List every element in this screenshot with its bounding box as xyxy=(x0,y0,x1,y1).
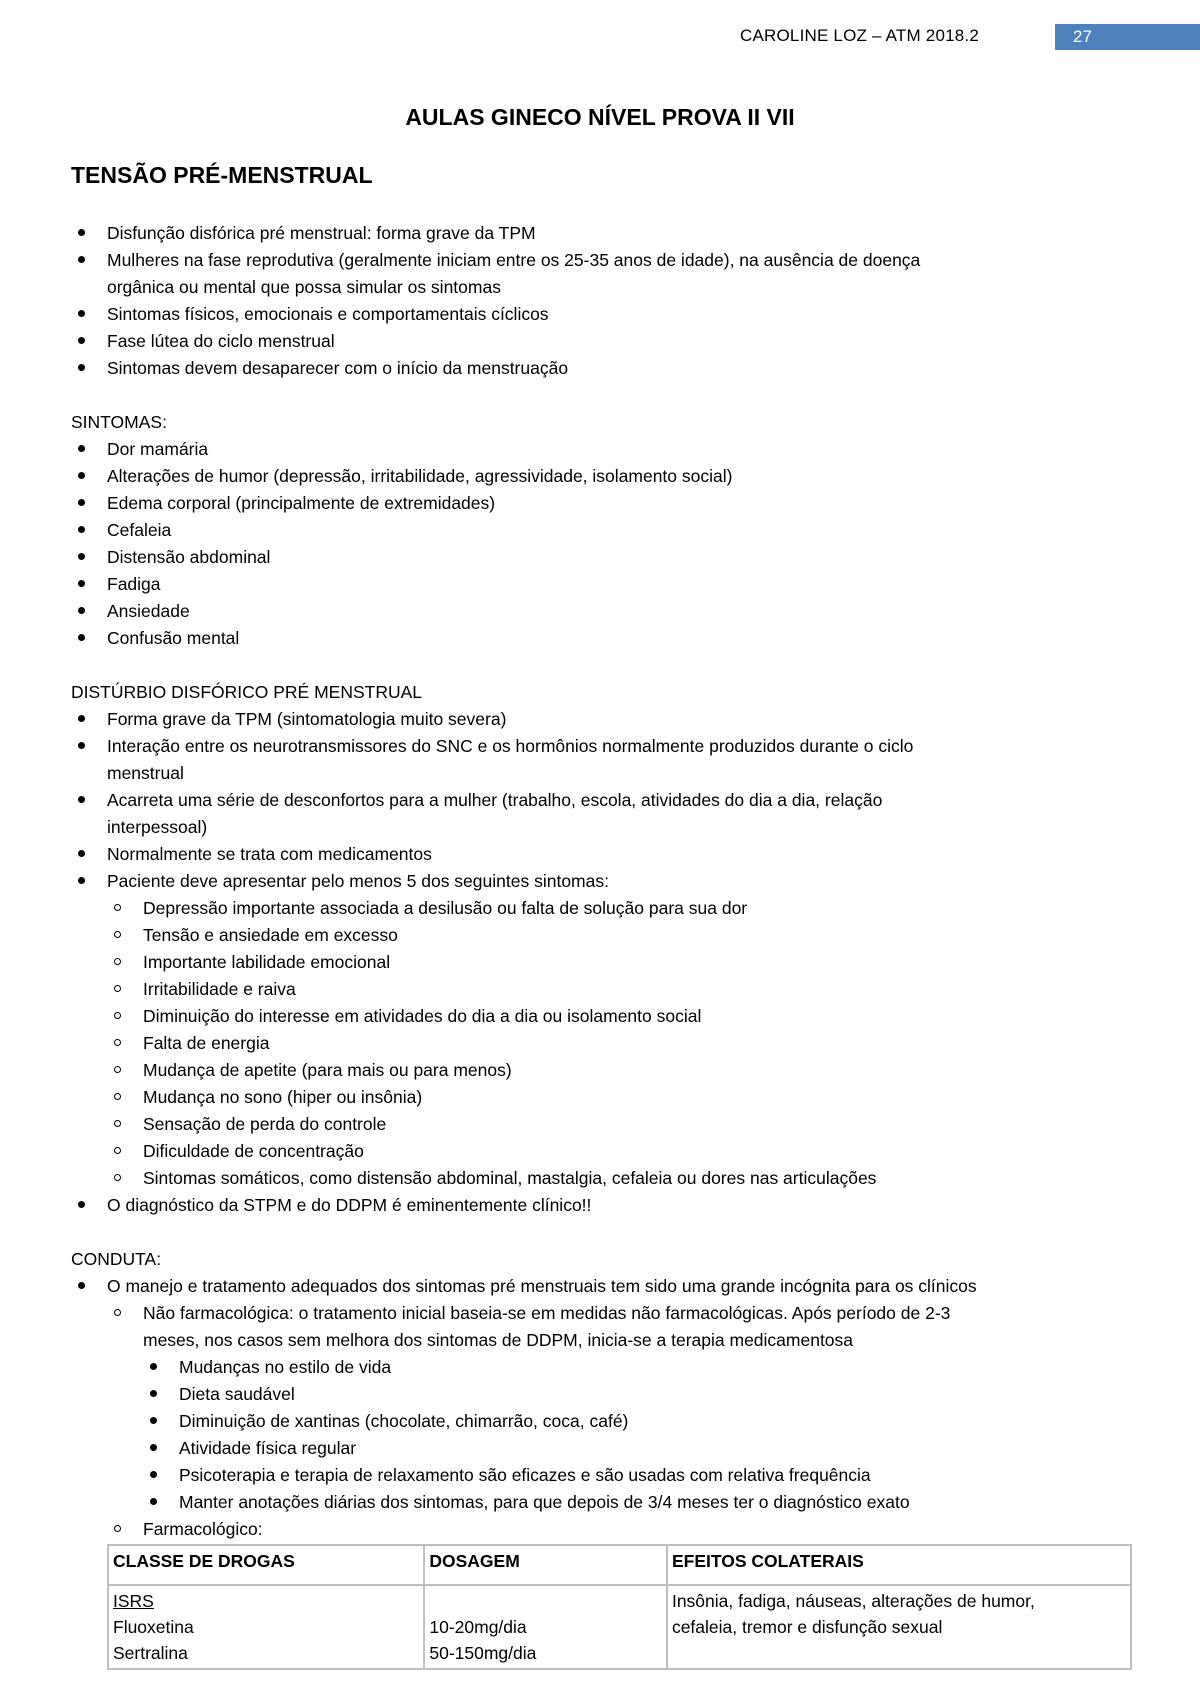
bullet-icon xyxy=(71,436,91,463)
bullet-icon xyxy=(71,868,91,895)
list-item: Confusão mental xyxy=(71,625,1131,652)
bullet-icon xyxy=(143,1435,163,1462)
bullet-icon xyxy=(71,463,91,490)
circle-bullet-icon xyxy=(107,1057,127,1084)
sub-list-item: Irritabilidade e raiva xyxy=(71,976,1131,1003)
sub-list-item-continuation: meses, nos casos sem melhora dos sintomas de DDPM, inicia-se a terapia medicamentosa xyxy=(143,1330,854,1350)
list-item: Distensão abdominal xyxy=(71,544,1131,571)
side-effects: cefaleia, tremor e disfunção sexual xyxy=(671,1617,943,1637)
bullet-icon xyxy=(143,1354,163,1381)
list-item: Dor mamária xyxy=(71,436,1131,463)
section-title: TENSÃO PRÉ-MENSTRUAL xyxy=(71,162,373,188)
sub-list-item: Falta de energia xyxy=(71,1030,1131,1057)
sub-list-item: Sensação de perda do controle xyxy=(71,1111,1131,1138)
sub-list-item: Tensão e ansiedade em excesso xyxy=(71,922,1131,949)
list-item: Interação entre os neurotransmissores do SNC e os hormônios normalmente produzidos durante o ciclo xyxy=(71,733,1131,760)
bullet-icon xyxy=(143,1408,163,1435)
circle-bullet-icon xyxy=(107,1138,127,1165)
header-page-number-box xyxy=(1055,24,1200,50)
list-item: O diagnóstico da STPM e do DDPM é eminentemente clínico!! xyxy=(71,1192,1131,1219)
list-item: Cefaleia xyxy=(71,517,1131,544)
sub-list-item: Mudança no sono (hiper ou insônia) xyxy=(71,1084,1131,1111)
sintomas-heading: SINTOMAS: xyxy=(71,412,167,432)
list-item: Fase lútea do ciclo menstrual xyxy=(71,328,1131,355)
list-item: Normalmente se trata com medicamentos xyxy=(71,841,1131,868)
bullet-icon xyxy=(71,598,91,625)
sub-list-item: Diminuição do interesse em atividades do dia a dia ou isolamento social xyxy=(71,1003,1131,1030)
bullet-icon xyxy=(143,1381,163,1408)
ddpm-heading: DISTÚRBIO DISFÓRICO PRÉ MENSTRUAL xyxy=(71,682,423,702)
circle-bullet-icon xyxy=(107,1030,127,1057)
sub-list-item: Não farmacológica: o tratamento inicial baseia-se em medidas não farmacológicas. Após período de 2-3 xyxy=(71,1300,1131,1327)
sub-list-item: Sintomas somáticos, como distensão abdominal, mastalgia, cefaleia ou dores nas articulações xyxy=(71,1165,1131,1192)
circle-bullet-icon xyxy=(107,1165,127,1192)
sub-sub-list-item: Atividade física regular xyxy=(71,1435,1131,1462)
list-item: Sintomas devem desaparecer com o início da menstruação xyxy=(71,355,1131,382)
table-cell-effects xyxy=(667,1585,1131,1669)
list-item-continuation: menstrual xyxy=(107,763,184,783)
circle-bullet-icon xyxy=(107,895,127,922)
bullet-icon xyxy=(71,1192,91,1219)
list-item-continuation: interpessoal) xyxy=(107,817,208,837)
sub-list-item: Farmacológico: xyxy=(71,1516,1131,1543)
table-header-cell: DOSAGEM xyxy=(424,1545,667,1585)
list-item: Forma grave da TPM (sintomatologia muito severa) xyxy=(71,706,1131,733)
header-author: CAROLINE LOZ – ATM 2018.2 xyxy=(740,26,979,45)
sub-sub-list-item: Dieta saudável xyxy=(71,1381,1131,1408)
sub-sub-list-item: Mudanças no estilo de vida xyxy=(71,1354,1131,1381)
drug-dose: 50-150mg/dia xyxy=(429,1643,537,1663)
circle-bullet-icon xyxy=(107,1300,127,1327)
circle-bullet-icon xyxy=(107,1084,127,1111)
circle-bullet-icon xyxy=(107,1111,127,1138)
list-item-continuation: orgânica ou mental que possa simular os sintomas xyxy=(107,277,501,297)
bullet-icon xyxy=(71,544,91,571)
list-item: Alterações de humor (depressão, irritabilidade, agressividade, isolamento social) xyxy=(71,463,1131,490)
sub-list-item: Dificuldade de concentração xyxy=(71,1138,1131,1165)
bullet-icon xyxy=(71,571,91,598)
spacer xyxy=(71,382,1131,409)
list-item: Paciente deve apresentar pelo menos 5 dos seguintes sintomas: xyxy=(71,868,1131,895)
bullet-icon xyxy=(143,1489,163,1516)
list-item: Acarreta uma série de desconfortos para a mulher (trabalho, escola, atividades do dia a dia, relação xyxy=(71,787,1131,814)
list-item: Ansiedade xyxy=(71,598,1131,625)
sub-list-item: Depressão importante associada a desilusão ou falta de solução para sua dor xyxy=(71,895,1131,922)
list-item: Sintomas físicos, emocionais e comportamentais cíclicos xyxy=(71,301,1131,328)
bullet-icon xyxy=(71,301,91,328)
table-header-row xyxy=(108,1545,1131,1585)
list-item: Edema corporal (principalmente de extremidades) xyxy=(71,490,1131,517)
bullet-icon xyxy=(71,841,91,868)
bullet-icon xyxy=(71,1273,91,1300)
document-title: AULAS GINECO NÍVEL PROVA II VII xyxy=(405,104,795,130)
sub-list-item: Importante labilidade emocional xyxy=(71,949,1131,976)
bullet-icon xyxy=(71,787,91,814)
table-header-cell: CLASSE DE DROGAS xyxy=(108,1545,424,1585)
bullet-icon xyxy=(71,328,91,355)
spacer xyxy=(71,652,1131,679)
sub-list-item: Mudança de apetite (para mais ou para menos) xyxy=(71,1057,1131,1084)
side-effects: Insônia, fadiga, náuseas, alterações de humor, xyxy=(671,1591,1035,1611)
bullet-icon xyxy=(71,490,91,517)
table-header-cell: EFEITOS COLATERAIS xyxy=(667,1545,1131,1585)
bullet-icon xyxy=(71,247,91,274)
drug-table xyxy=(107,1544,1132,1670)
table-cell-class xyxy=(108,1585,424,1669)
table-cell-dose xyxy=(424,1585,667,1669)
sub-sub-list-item: Psicoterapia e terapia de relaxamento são eficazes e são usadas com relativa frequência xyxy=(71,1462,1131,1489)
conduta-heading: CONDUTA: xyxy=(71,1249,162,1269)
drug-dose: 10-20mg/dia xyxy=(429,1617,527,1637)
bullet-icon xyxy=(71,733,91,760)
sub-sub-list-item: Diminuição de xantinas (chocolate, chimarrão, coca, café) xyxy=(71,1408,1131,1435)
bullet-icon xyxy=(71,355,91,382)
list-item: Mulheres na fase reprodutiva (geralmente iniciam entre os 25-35 anos de idade), na ausência de doença xyxy=(71,247,1131,274)
sub-sub-list-item: Manter anotações diárias dos sintomas, para que depois de 3/4 meses ter o diagnóstico exato xyxy=(71,1489,1131,1516)
bullet-icon xyxy=(71,625,91,652)
circle-bullet-icon xyxy=(107,1003,127,1030)
list-item: Fadiga xyxy=(71,571,1131,598)
drug-name: Fluoxetina xyxy=(113,1617,194,1637)
circle-bullet-icon xyxy=(107,922,127,949)
bullet-icon xyxy=(143,1462,163,1489)
drug-name: Sertralina xyxy=(113,1643,188,1663)
bullet-icon xyxy=(71,220,91,247)
table-row xyxy=(108,1585,1131,1669)
document-body xyxy=(71,220,1131,1543)
circle-bullet-icon xyxy=(107,976,127,1003)
circle-bullet-icon xyxy=(107,949,127,976)
list-item: Disfunção disfórica pré menstrual: forma grave da TPM xyxy=(71,220,1131,247)
page-number: 27 xyxy=(1073,27,1092,46)
circle-bullet-icon xyxy=(107,1516,127,1543)
bullet-icon xyxy=(71,706,91,733)
drug-class: ISRS xyxy=(113,1591,154,1611)
spacer xyxy=(71,1219,1131,1246)
bullet-icon xyxy=(71,517,91,544)
list-item: O manejo e tratamento adequados dos sintomas pré menstruais tem sido uma grande incógnita para os clínicos xyxy=(71,1273,1131,1300)
